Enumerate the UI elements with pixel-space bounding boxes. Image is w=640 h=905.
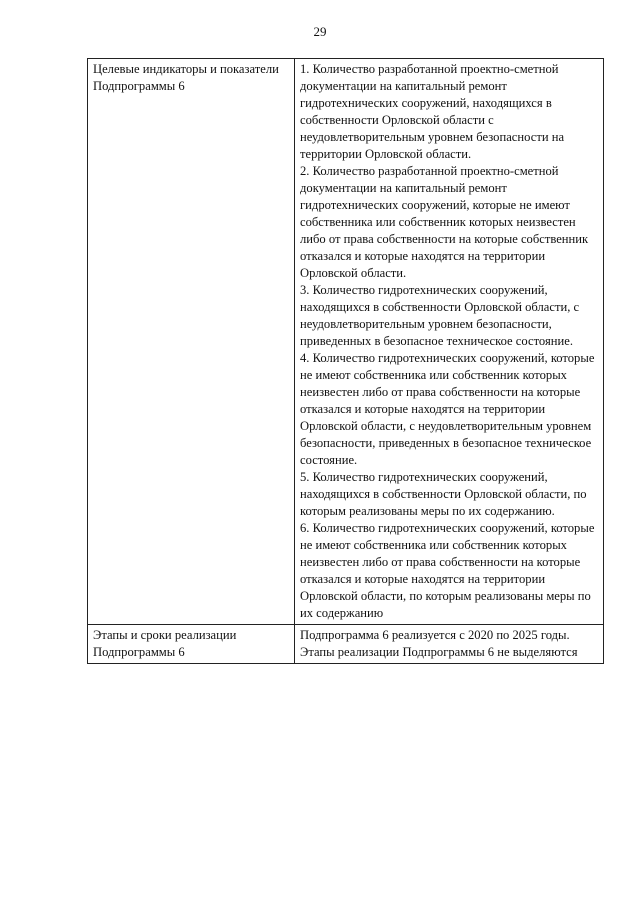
page-number: 29 [313,24,327,39]
table-row-stages [88,625,604,664]
indicator-item-4: 4. Количество гидротехнических сооружений, которые не имеют собственника или собственник которых неизвестен либо от права собственности на которые отказался и которые находятся на территории Орловской области, с неудовлетворительным уровнем безопасности, приведенных в безопасное техническое состояние. [300,351,595,467]
indicator-item-2: 2. Количество разработанной проектно-сметной документации на капитальный ремонт гидротехнических сооружений, которые не имеют собственника или собственник которых неизвестен либо от права собственности на которые собственник отказался и которые находятся на территории Орловской области. [300,164,589,280]
indicator-item-3: 3. Количество гидротехнических сооружений, находящихся в собственности Орловской области, с неудовлетворительным уровнем безопасности, приведенных в безопасное техническое состояние. [300,283,580,348]
indicators-label: Целевые индикаторы и показатели Подпрограммы 6 [88,59,295,625]
stages-period: Подпрограмма 6 реализуется с 2020 по 2025 годы. [300,628,570,642]
indicator-item-1: 1. Количество разработанной проектно-сметной документации на капитальный ремонт гидротехнических сооружений, находящихся в собственности Орловской области с неудовлетворительным уровнем безопасности на территории Орловской области. [300,62,565,161]
subprogram-passport-table [87,58,604,664]
indicator-item-6: 6. Количество гидротехнических сооружений, которые не имеют собственника или собственник которых неизвестен либо от права собственности на которые отказался и которые находятся на территории Орловской области, по которым реализованы меры по их содержанию [300,521,595,620]
indicator-item-5: 5. Количество гидротехнических сооружений, находящихся в собственности Орловской области, по которым реализованы меры по их содержанию. [300,470,587,518]
indicators-value [295,59,604,625]
stages-label: Этапы и сроки реализации Подпрограммы 6 [88,625,295,664]
stages-value [295,625,604,664]
table-row-indicators [88,59,604,625]
stages-note: Этапы реализации Подпрограммы 6 не выделяются [300,645,578,659]
